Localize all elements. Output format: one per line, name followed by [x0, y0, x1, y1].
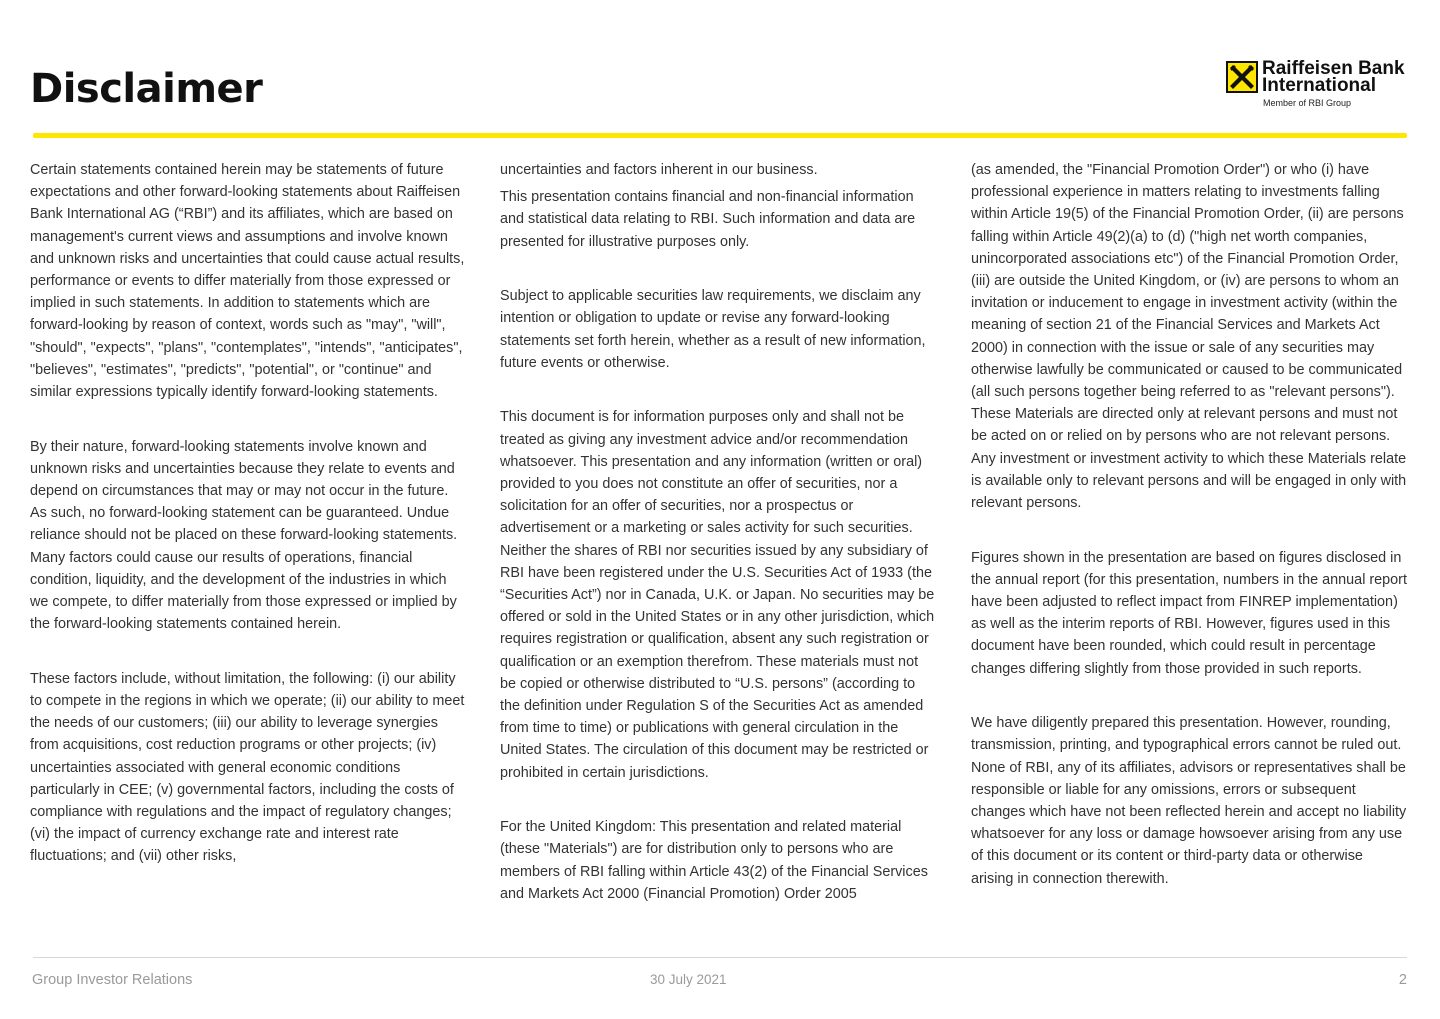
paragraph: This document is for information purposes only and shall not be treated as giving any investment advice and/or recommendation whatsoever. This presentation and any information (written or oral) provided to you does not constitute an offer of securities, nor a solicitation for an offer of securities, nor a prospectus or advertisement or a marketing or sales activity for such securities. Neither the shares of RBI nor securities issued by any subsidiary of RBI have been registered under the U.S. Securities Act of 1933 (the “Securities Act”) nor in Canada, U.K. or Japan. No securities may be offered or sold in the United States or in any other jurisdiction, which requires registration or qualification, absent any such registration or qualification or an exemption therefrom. These materials must not be copied or otherwise distributed to “U.S. persons” (according to the definition under Regulation S of the Securities Act as amended from time to time) or publications with general circulation in the United States. The circulation of this document may be restricted or prohibited in certain jurisdictions. [500, 409, 935, 781]
logo-name-line-2: International [1262, 75, 1377, 96]
footer-date: 30 July 2021 [650, 972, 727, 987]
paragraph: (as amended, the "Financial Promotion Order") or who (i) have professional experience in matters relating to investments falling within Article 19(5) of the Financial Promotion Order, (ii) are persons falling within Article 49(2)(a) to (d) ("high net worth companies, unincorporated associations etc") of the Financial Promotion Order, (iii) are outside the United Kingdom, or (iv) are persons to whom an invitation or inducement to engage in investment activity (within the meaning of section 21 of the Financial Services and Markets Act 2000) in connection with the issue or sale of any securities may otherwise lawfully be communicated or caused to be communicated (all such persons together being referred to as "relevant persons"). These Materials are directed only at relevant persons and must not be acted on or relied on by persons who are not relevant persons. Any investment or investment activity to which these Materials relate is available only to relevant persons and will be engaged in only with relevant persons. [971, 162, 1407, 512]
logo-wordmark [1262, 60, 1405, 94]
footer-divider [33, 957, 1407, 958]
footer-department: Group Investor Relations [32, 972, 193, 988]
text-column-2 [500, 159, 938, 937]
page-number: 2 [1398, 972, 1407, 988]
page-title: Disclaimer [30, 66, 263, 112]
paragraph: uncertainties and factors inherent in our business. [500, 162, 818, 178]
paragraph: We have diligently prepared this presentation. However, rounding, transmission, printing, and typographical errors cannot be ruled out. None of RBI, any of its affiliates, advisors or representatives shall be responsible or liable for any omissions, errors or subsequent changes which have not been reflected herein and accept no liability whatsoever for any loss or damage howsoever arising from any use of this document or its content or third-party data or otherwise arising in connection therewith. [971, 715, 1407, 887]
paragraph: These factors include, without limitation, the following: (i) our ability to compete in the regions in which we operate; (ii) our ability to meet the needs of our customers; (iii) our ability to leverage synergies from acquisitions, cost reduction programs or other projects; (iv) uncertainties associated with general economic conditions particularly in CEE; (v) governmental factors, including the costs of compliance with regulations and the impact of regulatory changes; (vi) the impact of currency exchange rate and interest rate fluctuations; and (vii) other risks, [30, 670, 465, 865]
logo-tagline: Member of RBI Group [1263, 98, 1352, 108]
crossed-gables-icon [1226, 61, 1258, 93]
logo-name-line-1: Raiffeisen Bank [1262, 58, 1405, 79]
paragraph: This presentation contains financial and non-financial information and statistical data relating to RBI. Such information and data are presented for illustrative purposes only. [500, 189, 916, 250]
paragraph: Subject to applicable securities law requirements, we disclaim any intention or obligation to update or revise any forward-looking statements set forth herein, whether as a result of new information, future events or otherwise. [500, 288, 926, 371]
company-logo [1226, 60, 1408, 112]
paragraph: For the United Kingdom: This presentation and related material (these "Materials") are for distribution only to persons who are members of RBI falling within Article 43(2) of the Financial Services and Markets Act 2000 (Financial Promotion) Order 2005 [500, 819, 928, 902]
paragraph: By their nature, forward-looking statements involve known and unknown risks and uncertainties because they relate to events and depend on circumstances that may or may not occur in the future. As such, no forward-looking statement can be guaranteed. Undue reliance should not be placed on these forward-looking statements. Many factors could cause our results of operations, financial condition, liquidity, and the development of the industries in which we compete, to differ materially from those expressed or implied by the forward-looking statements contained herein. [30, 438, 458, 633]
paragraph: Figures shown in the presentation are based on figures disclosed in the annual report (for this presentation, numbers in the annual report have been adjusted to reflect impact from FINREP implementation) as well as the interim reports of RBI. However, figures used in this document have been rounded, which could result in percentage changes differing slightly from those provided in such reports. [971, 549, 1407, 677]
paragraph: Certain statements contained herein may be statements of future expectations and other forward-looking statements about Raiffeisen Bank International AG (“RBI”) and its affiliates, which are based on management's current views and assumptions and involve known and unknown risks and uncertainties that could cause actual results, performance or events to differ materially from those expressed or implied in such statements. In addition to statements which are forward-looking by reason of context, words such as "may", "will", "should", "expects", "plans", "contemplates", "intends", "anticipates", "believes", "estimates", "predicts", "potential", or "continue" and similar expressions typically identify forward-looking statements. [30, 162, 465, 401]
text-column-3 [971, 159, 1409, 922]
text-column-1 [30, 159, 468, 900]
header-divider [33, 133, 1407, 138]
